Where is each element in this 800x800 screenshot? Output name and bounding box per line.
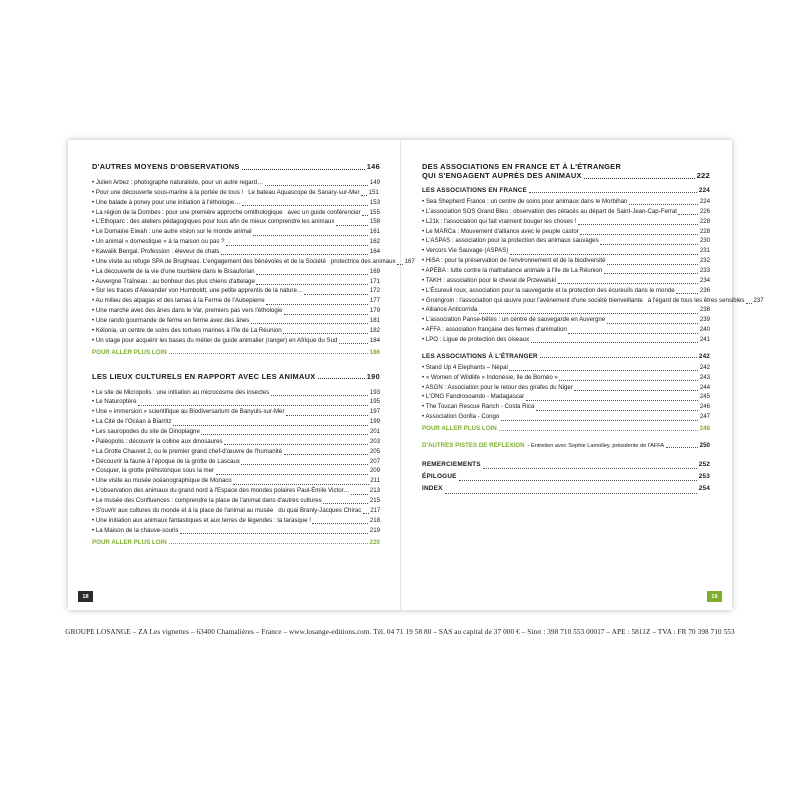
leader-dots [271, 394, 369, 396]
toc-entry[interactable]: • ASGN : Association pour le retour des girafes du Niger 244 [422, 383, 710, 391]
toc-entry[interactable]: • AFFA : association française des fermes d'animation 240 [422, 326, 710, 334]
leader-dots [666, 446, 698, 448]
toc-entry[interactable]: • Une visite au musée océanographique de Monaco 211 [92, 477, 380, 485]
section-heading-cultural-places: LES LIEUX CULTURELS EN RAPPORT AVEC LES ANIMAUX 190 [92, 371, 380, 381]
back-matter-list [422, 459, 710, 496]
toc-entry[interactable]: • Le MARCa : Mouvement d'alliance avec le peuple castor 228 [422, 227, 710, 235]
toc-entry[interactable]: • Les sauropodes du site de Dinoplagne 201 [92, 428, 380, 436]
leader-dots [233, 483, 369, 485]
leader-dots [169, 352, 368, 354]
toc-entry[interactable]: • Pour une découverte sous-marine à la portée de tous ! Le bateau Aquascope de Sanary-sur-Mer 151 [92, 188, 379, 196]
toc-entry[interactable]: • Un animal « domestique » à la maison ou pas ? 162 [92, 238, 380, 246]
leader-dots [607, 263, 698, 265]
leader-dots [318, 377, 365, 379]
leader-dots [286, 414, 368, 416]
toc-entry[interactable]: • L'association SOS Grand Bleu : observation des cétacés au départ de Saint-Jean-Cap-Ferrat 226 [422, 207, 710, 215]
toc-entry[interactable]: • Groingroin : l'association qui œuvre pour l'avènement d'une société bienveillante à l'égard de tous les êtres sensibles 237 [422, 296, 764, 304]
leader-dots [336, 224, 368, 226]
toc-entry[interactable]: • Une initiation aux animaux fantastiques et aux terres de légendes : la tarasque ! 218 [92, 516, 380, 524]
toc-entry[interactable]: • Kawaiik Bengal. Profession : éleveur de chats 164 [92, 248, 380, 256]
toc-entry[interactable]: • Une « immersion » scientifique au Biodiversarium de Banyuls-sur-Mer 197 [92, 408, 380, 416]
leader-dots [558, 282, 699, 284]
leader-dots [499, 429, 698, 431]
leader-dots [242, 168, 365, 170]
leader-dots [226, 244, 368, 246]
toc-entry[interactable]: • Le musée des Confluences : comprendre la place de l'animal dans d'autres cultures 215 [92, 497, 380, 505]
leader-dots [180, 532, 368, 534]
toc-entry[interactable]: • La région de la Dombes : pour une première approche ornithologique avec un guide conférencier 155 [92, 208, 380, 216]
leader-dots [284, 313, 368, 315]
leader-dots [600, 243, 698, 245]
toc-entry[interactable]: • APEBA : lutte contre la maltraitance animale à l'île de La Réunion 233 [422, 267, 710, 275]
toc-entry[interactable]: • Le site de Micropolis : une initiation au microcosme des insectes 193 [92, 388, 380, 396]
right-page [400, 140, 764, 610]
leader-dots [256, 283, 368, 285]
toc-entry[interactable]: • L'ASPAS : association pour la protection des animaux sauvages 230 [422, 237, 710, 245]
toc-entry[interactable]: • Auvergne Traîneau : au bonheur des plus chiens d'attelage 171 [92, 277, 380, 285]
go-further-link-1[interactable]: POUR ALLER PLUS LOIN 186 [92, 348, 380, 356]
section-heading-associations: DES ASSOCIATIONS EN FRANCE ET À L'ÉTRANGER QUI S'ENGAGENT AUPRÈS DES ANIMAUX 222 [422, 162, 710, 180]
toc-list-associations-abroad [422, 363, 710, 422]
leader-dots [351, 493, 368, 495]
toc-entry[interactable]: • TAKH : association pour le cheval de Przewalski 234 [422, 276, 710, 284]
leader-dots [201, 433, 368, 435]
leader-dots [559, 379, 698, 381]
leader-dots [361, 194, 367, 196]
toc-entry[interactable]: • Au milieu des alpagas et des lamas à la Ferme de l'Aubepierre 177 [92, 297, 380, 305]
leader-dots [312, 522, 368, 524]
page-folio-left: 18 [78, 591, 93, 602]
toc-entry[interactable]: • Une visite au refuge SPA de Brugheas. L'engagement des bénévoles et de la Société protectrice des animaux 167 [92, 257, 415, 265]
leader-dots [242, 204, 369, 206]
leader-dots [604, 272, 699, 274]
toc-entry[interactable]: • Sea Shepherd France : un centre de soins pour animaux dans le Morbihan 224 [422, 198, 710, 205]
page-folio-right: 19 [707, 591, 722, 602]
leader-dots [568, 332, 698, 334]
toc-entry[interactable]: • L'Écureuil roux, association pour la sauvegarde et la protection des écureuils dans le monde 236 [422, 286, 710, 294]
toc-entry[interactable]: • « Women of Wildlife » Indonésie, île de Bornéo » 243 [422, 373, 710, 381]
toc-entry[interactable]: • L'association Panse-bêtes : un centre de sauvegarde en Auvergne 239 [422, 316, 710, 324]
subheading-associations-france: LES ASSOCIATIONS EN FRANCE 224 [422, 187, 710, 194]
toc-entry[interactable]: • S'ouvrir aux cultures du monde et à la place de l'animal au musée du quai Branly-Jacques Chirac 217 [92, 506, 381, 514]
leader-dots [216, 473, 369, 475]
reflection-section-link[interactable]: D'AUTRES PISTES DE RÉFLEXION - Entretien avec Sophie Lamolley, présidente de l'AFFA 250 [422, 442, 710, 450]
toc-list-cultural-places [92, 388, 380, 536]
toc-entry[interactable]: • Paléopolis : découvrir la colline aux dinosaures 203 [92, 437, 380, 445]
toc-entry[interactable]: • Un stage pour acquérir les bases du métier de guide animalier (ranger) en Afrique du Sud 184 [92, 336, 380, 344]
toc-entry[interactable]: • L'observation des animaux du grand nord à l'Espace des mondes polaires Paul-Émile Victor… 213 [92, 487, 380, 495]
toc-entry[interactable]: • La découverte de la vie d'une tourbière dans le Bisauforian 169 [92, 267, 380, 275]
leader-dots [501, 419, 699, 421]
toc-entry[interactable]: • Kélonia, un centre de soins des tortues marines à l'île de La Réunion 182 [92, 326, 380, 334]
leader-dots [138, 404, 368, 406]
leader-dots [678, 213, 698, 215]
leader-dots [241, 463, 368, 465]
leader-dots [253, 234, 368, 236]
back-matter-entry[interactable]: REMERCIEMENTS 252 [422, 461, 710, 469]
leader-dots [536, 409, 698, 411]
leader-dots [169, 542, 368, 544]
leader-dots [580, 233, 698, 235]
leader-dots [363, 512, 369, 514]
section-heading-other-observation-means: D'AUTRES MOYENS D'OBSERVATIONS 146 [92, 162, 380, 171]
leader-dots [607, 322, 699, 324]
leader-dots [251, 322, 369, 324]
leader-dots [283, 332, 368, 334]
leader-dots [509, 369, 698, 371]
toc-entry[interactable]: • L'ONG Fandrosoando - Madagascar 245 [422, 393, 710, 401]
toc-entry[interactable]: • La Grotte Chauvet 2, ou le premier grand chef-d'œuvre de l'humanité 205 [92, 447, 380, 455]
toc-entry[interactable]: • Une balade à poney pour une initiation à l'éthologie… 153 [92, 198, 380, 206]
toc-entry[interactable]: • La Cité de l'Océan à Biarritz 199 [92, 418, 380, 426]
toc-entry[interactable]: • HiSA : pour la préservation de l'environnement et de la biodiversité 232 [422, 257, 710, 265]
leader-dots [531, 341, 699, 343]
leader-dots [362, 214, 368, 216]
toc-list-other-observation-means [92, 178, 415, 346]
leader-dots [284, 453, 369, 455]
leader-dots [483, 467, 697, 469]
toc-entry[interactable]: • Vercors Vie Sauvage (ASPAS) 231 [422, 247, 710, 255]
leader-dots [510, 253, 699, 255]
toc-entry[interactable]: • Sur les traces d'Alexander von Humboldt, une petite apprentis de la nature… 172 [92, 287, 380, 295]
toc-entry[interactable]: • Découvrir la faune à l'époque de la grotte de Lascaux 207 [92, 457, 380, 465]
toc-entry[interactable]: • LPO : Ligue de protection des oiseaux 241 [422, 336, 710, 344]
toc-entry[interactable]: • The Toucan Rescue Ranch - Costa Rica 246 [422, 403, 710, 411]
leader-dots [445, 492, 697, 494]
leader-dots [221, 253, 368, 255]
toc-entry[interactable]: • Stand Up 4 Elephants – Népal 242 [422, 363, 710, 371]
toc-list-associations-france [422, 197, 764, 345]
toc-entry[interactable]: • Cosquer, la grotte préhistorique sous la mer 209 [92, 467, 380, 475]
leader-dots [265, 184, 369, 186]
toc-entry[interactable]: • Association Gorilla - Congo 247 [422, 413, 710, 421]
leader-dots [746, 302, 752, 304]
leader-dots [459, 479, 697, 481]
back-matter-entry[interactable]: INDEX 254 [422, 485, 710, 493]
leader-dots [339, 342, 368, 344]
toc-entry[interactable]: • Une marche avec des ânes dans le Var, premiers pas vers l'éthologie 179 [92, 307, 380, 315]
go-further-link-2[interactable]: POUR ALLER PLUS LOIN 220 [92, 538, 380, 546]
back-matter-entry[interactable]: ÉPILOGUE 253 [422, 473, 710, 481]
toc-entry[interactable]: • Julien Arbez : photographe naturaliste, pour un autre regard… 149 [92, 179, 380, 186]
leader-dots [676, 292, 698, 294]
left-page [68, 140, 415, 610]
leader-dots [574, 389, 698, 391]
leader-dots [266, 303, 368, 305]
go-further-link-3[interactable]: POUR ALLER PLUS LOIN 248 [422, 425, 710, 433]
leader-dots [629, 203, 698, 205]
leader-dots [584, 177, 695, 179]
leader-dots [479, 312, 699, 314]
toc-entry[interactable]: • Le Naturoptère 195 [92, 398, 380, 406]
publisher-footer: GROUPE LOSANGE – ZA Les vignettes – 63400 Chamalières – France – www.losange-editions.com. Tél. 04 71 19 58 80 – SAS au capital de 37 000 € – Siret : 398 710 553 00017 – APE : 5811Z – TVA : FR 70 398 710 553 [65, 628, 735, 636]
leader-dots [526, 399, 699, 401]
book-spread [68, 140, 764, 610]
leader-dots [540, 356, 697, 358]
toc-entry[interactable]: • Le Domaine Eiwah : une autre vision sur le monde animal 161 [92, 228, 380, 236]
leader-dots [323, 502, 368, 504]
toc-entry[interactable]: • Alliance Anticorrida 238 [422, 306, 710, 314]
toc-entry[interactable]: • L21k : l'association qui fait vraiment bouger les choses ! 228 [422, 217, 710, 225]
leader-dots [578, 223, 698, 225]
leader-dots [256, 273, 368, 275]
toc-entry[interactable]: • L'Ethoparc : des ateliers pédagogiques pour tous afin de mieux comprendre les animaux 158 [92, 218, 380, 226]
leader-dots [224, 443, 368, 445]
leader-dots [173, 424, 368, 426]
toc-entry[interactable]: • Une rando gourmande de ferme en ferme avec des ânes 181 [92, 317, 380, 325]
subheading-associations-abroad: LES ASSOCIATIONS À L'ÉTRANGER 242 [422, 352, 710, 360]
leader-dots [529, 191, 697, 193]
leader-dots [304, 293, 368, 295]
toc-entry[interactable]: • La Maison de la chauve-souris 219 [92, 526, 380, 534]
